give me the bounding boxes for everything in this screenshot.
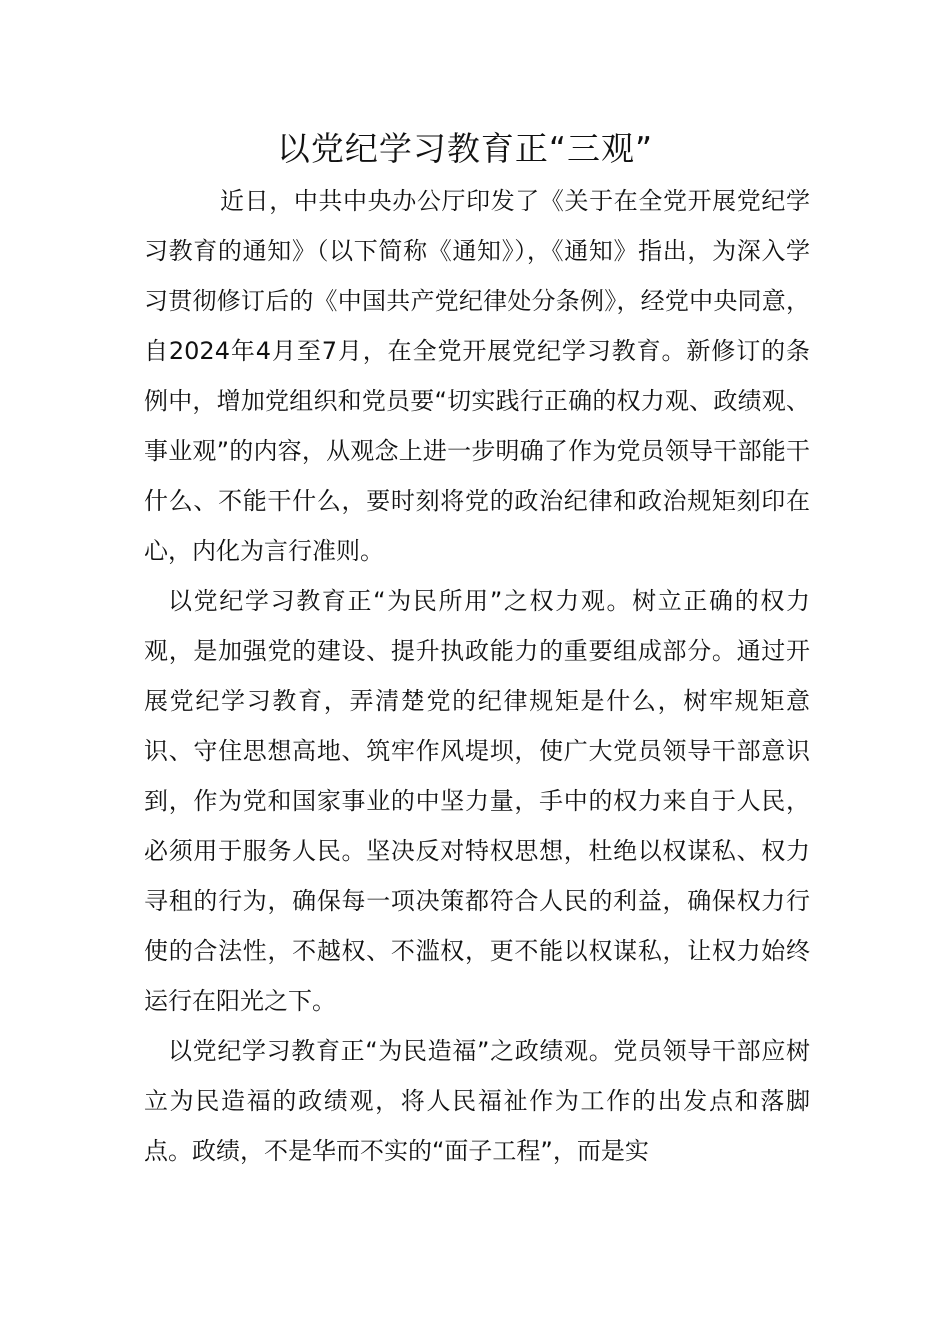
document-body [144, 176, 810, 1176]
paragraph-power-view: 以党纪学习教育正“为民所用”之权力观。树立正确的权力观，是加强党的建设、提升执政能力的重要组成部分。通过开展党纪学习教育，弄清楚党的纪律规矩是什么，树牢规矩意识、守住思想高地、筑牢作风堤坝，使广大党员领导干部意识到，作为党和国家事业的中坚力量，手中的权力来自于人民，必须用于服务人民。坚决反对特权思想，杜绝以权谋私、权力寻租的行为，确保每一项决策都符合人民的利益，确保权力行使的合法性，不越权、不滥权，更不能以权谋私，让权力始终运行在阳光之下。 [144, 587, 810, 1015]
paragraph-performance-view: 以党纪学习教育正“为民造福”之政绩观。党员领导干部应树立为民造福的政绩观，将人民福祉作为工作的出发点和落脚点。政绩，不是华而不实的“面子工程”，而是实 [144, 1037, 810, 1165]
document-title: 以党纪学习教育正“三观” [276, 129, 654, 168]
paragraph-intro: 近日，中共中央办公厅印发了《关于在全党开展党纪学习教育的通知》（以下简称《通知》），《通知》指出，为深入学习贯彻修订后的《中国共产党纪律处分条例》，经党中央同意，自2024年4月至7月，在全党开展党纪学习教育。新修订的条例中，增加党组织和党员要“切实践行正确的权力观、政绩观、事业观”的内容，从观念上进一步明确了作为党员领导干部能干什么、不能干什么，要时刻将党的政治纪律和政治规矩刻印在心，内化为言行准则。 [144, 187, 810, 565]
